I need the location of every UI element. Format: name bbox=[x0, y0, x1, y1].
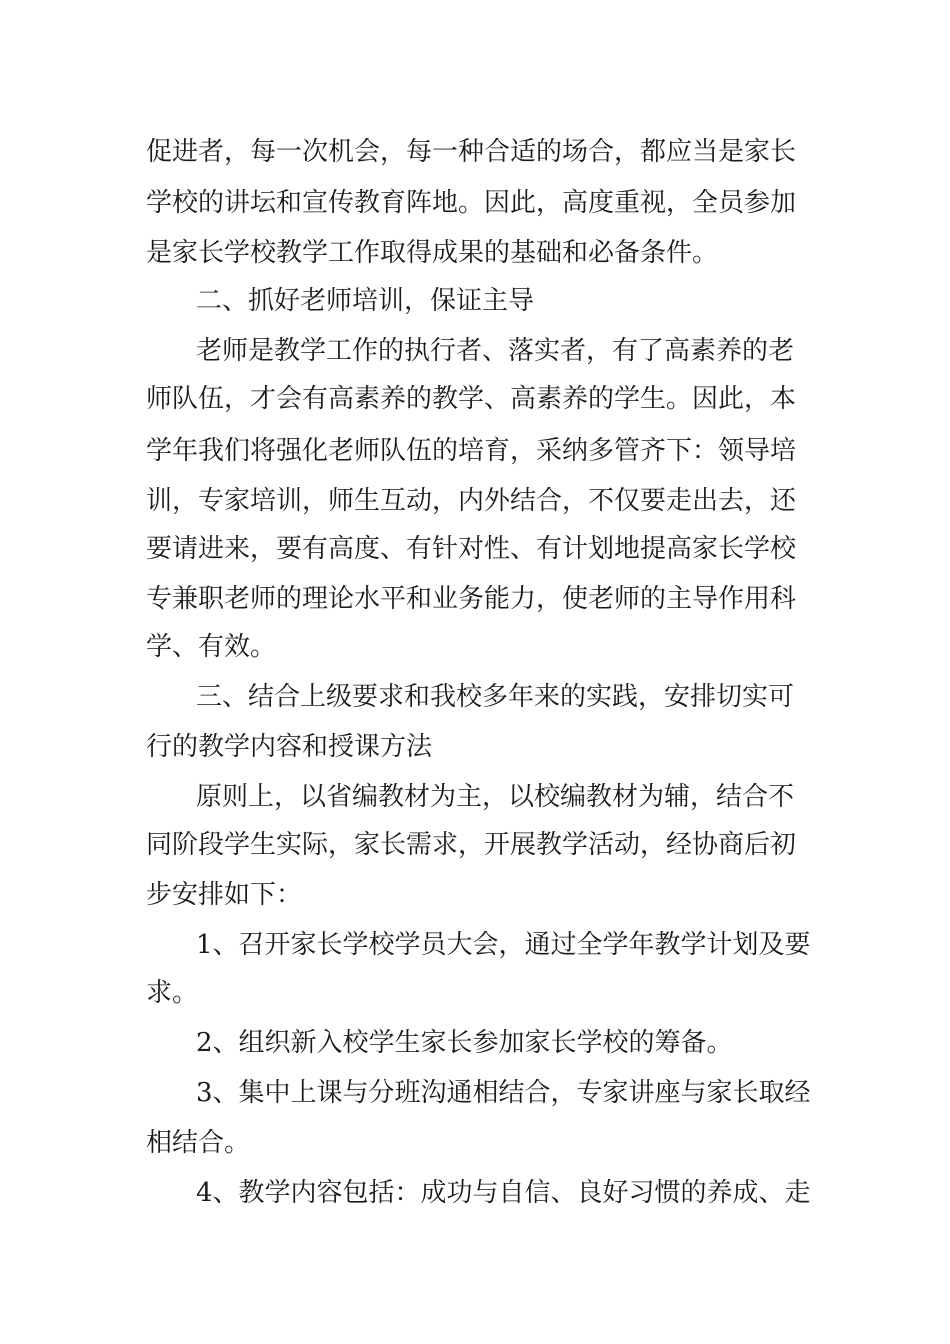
text-line: 训，专家培训，师生互动，内外结合，不仅要走出去，还 bbox=[146, 486, 797, 516]
list-item: 2、组织新入校学生家长参加家长学校的筹备。 bbox=[196, 1028, 733, 1058]
text-line: 要请进来，要有高度、有针对性、有计划地提高家长学校 bbox=[146, 534, 797, 564]
section-heading: 行的教学内容和授课方法 bbox=[146, 732, 433, 762]
text-line: 学校的讲坛和宣传教育阵地。因此，高度重视，全员参加 bbox=[146, 188, 797, 218]
list-item-continuation: 求。 bbox=[146, 978, 199, 1008]
list-item: 1、召开家长学校学员大会，通过全学年教学计划及要 bbox=[196, 930, 811, 960]
text-line: 专兼职老师的理论水平和业务能力，使老师的主导作用科 bbox=[146, 584, 797, 614]
text-line: 学年我们将强化老师队伍的培育，采纳多管齐下：领导培 bbox=[146, 436, 797, 466]
text-line: 步安排如下： bbox=[146, 880, 303, 910]
list-item: 4、教学内容包括：成功与自信、良好习惯的养成、走 bbox=[196, 1178, 811, 1208]
text-line: 学、有效。 bbox=[146, 632, 277, 662]
text-line: 老师是教学工作的执行者、落实者，有了高素养的老 bbox=[196, 336, 795, 366]
section-heading: 三、结合上级要求和我校多年来的实践，安排切实可 bbox=[196, 682, 795, 712]
list-item: 3、集中上课与分班沟通相结合，专家讲座与家长取经 bbox=[196, 1078, 811, 1108]
text-line: 同阶段学生实际，家长需求，开展教学活动，经协商后初 bbox=[146, 830, 797, 860]
text-line: 促进者，每一次机会，每一种合适的场合，都应当是家长 bbox=[146, 137, 797, 167]
text-line: 师队伍，才会有高素养的教学、高素养的学生。因此，本 bbox=[146, 384, 797, 414]
section-heading: 二、抓好老师培训，保证主导 bbox=[196, 286, 535, 316]
text-line: 原则上，以省编教材为主，以校编教材为辅，结合不 bbox=[196, 782, 795, 812]
list-item-continuation: 相结合。 bbox=[146, 1128, 251, 1158]
text-line: 是家长学校教学工作取得成果的基础和必备条件。 bbox=[146, 238, 719, 268]
